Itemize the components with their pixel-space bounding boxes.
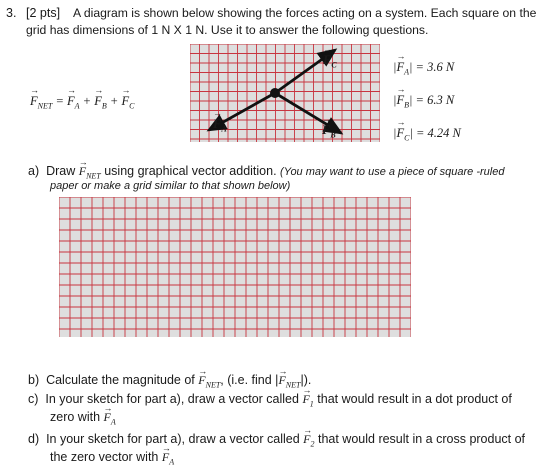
label-fa: → $F_A$ [213,117,227,134]
part-d-text-cont: the zero vector with → $F_A$ [50,450,174,469]
question-number: 3. [6,6,17,20]
fnet-symbol: → $F_{NET}$ [30,94,52,111]
label-fb: → $F_B$ [322,123,336,140]
origin-point [270,88,280,98]
question-text-line2: grid has dimensions of 1 N X 1 N. Use it to answer the following questions. [26,23,429,37]
fc-term: → $F_C$ [121,94,134,111]
fa-term: → $F_A$ [67,94,80,111]
equals-sign: = [55,94,64,108]
part-c-text-cont: zero with → $F_A$ [50,410,116,429]
plus-sign: + [82,94,92,108]
part-c-text: c) In your sketch for part a), draw a vector called → $F_1$ that would result in a dot product of [28,392,512,411]
question-points: [2 pts] [26,6,61,20]
magnitude-fa: |→ $F_A| = 3.6$ N [393,60,454,77]
magnitude-fb: |→ $F_B| = 6.3$ N [393,93,454,110]
net-force-equation [30,94,134,111]
part-d-text: d) In your sketch for part a), draw a vector called → $F_2$ that would result in a cross product of [28,432,525,451]
part-a-note: paper or make a grid similar to that shown below) [50,180,291,192]
part-b-text: b) Calculate the magnitude of → $F_{NET}$, (i.e. find |→ $F_{NET}|$). [28,373,311,392]
label-fc: → $F_C$ [323,53,337,70]
question-text-line1: A diagram is shown below showing the forces acting on a system. Each square on the [73,6,537,20]
part-a-text: a) Draw → $F_{NET}$ using graphical vector addition. (You may want to use a piece of square -ruled [28,164,504,183]
plus-sign: + [109,94,119,108]
fb-term: → $F_B$ [94,94,107,111]
magnitude-fc: |→ $F_C| = 4.24$ N [393,126,461,143]
drawing-grid [59,197,411,337]
